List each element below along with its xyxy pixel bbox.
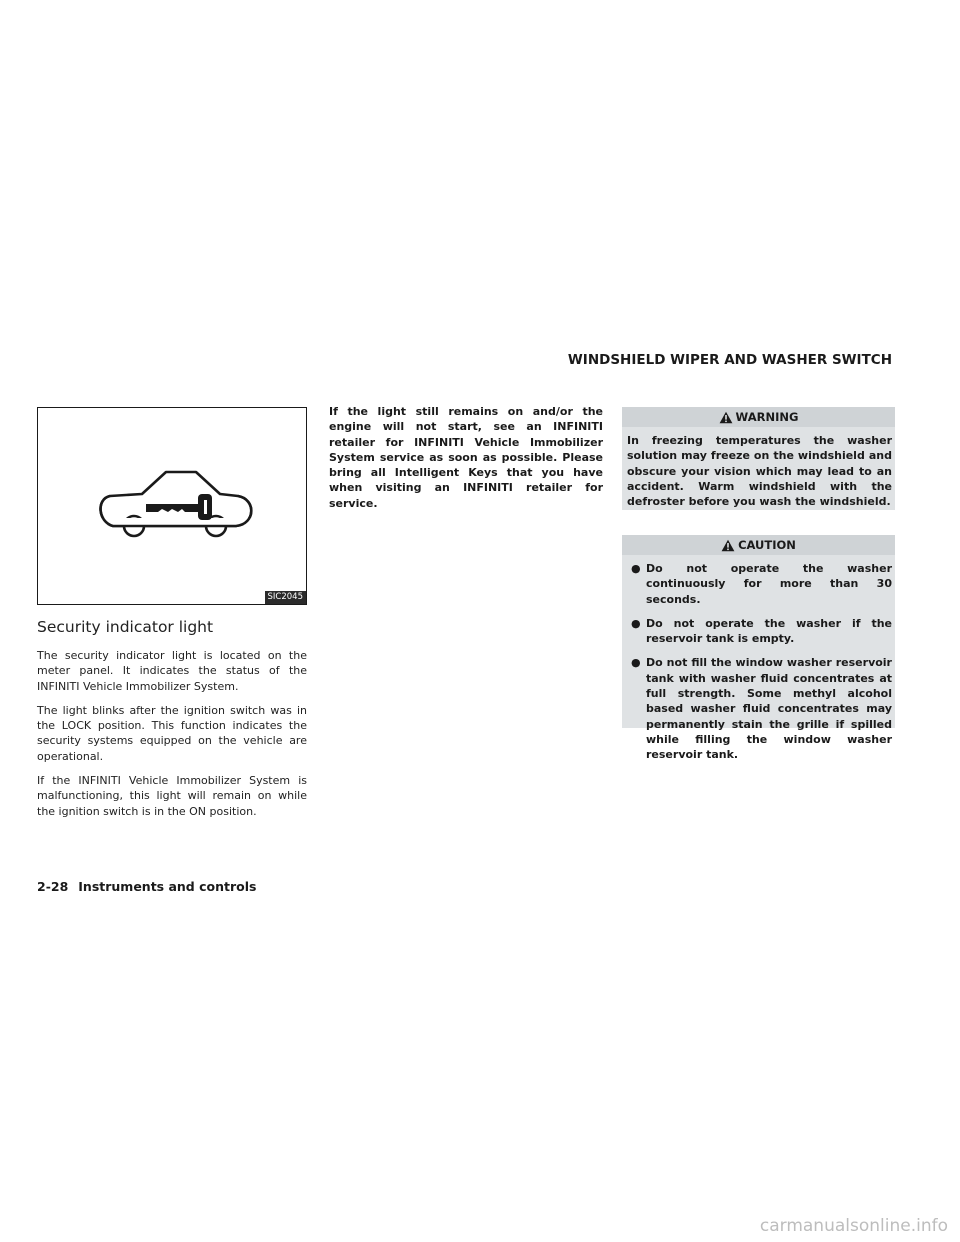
paragraph: If the light still remains on and/or the engine will not start, see an INFINITI retailer for INFINITI Vehicle Immobilizer System service as soon as possible. Please bring all Intelligent Keys that you have when visiting an INFINITI retailer for service. xyxy=(329,405,603,510)
chapter-title: Instruments and controls xyxy=(78,879,257,894)
list-item xyxy=(627,655,892,762)
warning-box xyxy=(622,407,895,510)
security-indicator-section xyxy=(37,618,307,828)
paragraph: If the INFINITI Vehicle Immobilizer System is malfunctioning, this light will remain on while the ignition switch is in the ON position. xyxy=(37,774,307,818)
security-indicator-figure xyxy=(37,407,307,605)
figure-code: SIC2045 xyxy=(265,591,306,604)
warning-triangle-icon xyxy=(719,411,733,424)
warning-text: In freezing temperatures the washer solution may freeze on the windshield and obscure your vision which may lead to an accident. Warm windshield with the defroster before you wash the windshield. xyxy=(627,434,892,509)
list-item-text: Do not fill the window washer reservoir tank with washer fluid concentrates at full strength. Some methyl alcohol based washer fluid concentrates may permanently stain the grille if spilled while filling the window washer reservoir tank. xyxy=(646,656,892,762)
watermark: carmanualsonline.info xyxy=(759,1216,948,1236)
warning-header xyxy=(622,407,895,427)
list-item-text: Do not operate the washer continuously for more than 30 seconds. xyxy=(646,562,892,606)
paragraph: The light blinks after the ignition switch was in the LOCK position. This function indicates the security systems equipped on the vehicle are operational. xyxy=(37,703,307,763)
caution-list xyxy=(627,561,892,763)
subsection-title: Security indicator light xyxy=(37,618,214,636)
bullet-icon: ● xyxy=(631,616,641,630)
caution-header xyxy=(622,535,895,555)
warning-triangle-icon xyxy=(721,539,735,552)
bullet-icon: ● xyxy=(631,562,641,575)
list-item-text: Do not operate the washer if the reservoir tank is empty. xyxy=(646,616,892,646)
service-note xyxy=(329,404,603,511)
warning-title: WARNING xyxy=(735,410,799,424)
section-title: WINDSHIELD WIPER AND WASHER SWITCH xyxy=(567,352,892,368)
list-item xyxy=(627,561,892,607)
paragraph: The security indicator light is located on the meter panel. It indicates the status of the INFINITI Vehicle Immobilizer System. xyxy=(37,649,307,693)
car-key-icon xyxy=(38,408,308,606)
list-item xyxy=(627,616,892,647)
caution-title: CAUTION xyxy=(738,538,796,552)
page-number: 2-28 xyxy=(37,879,69,894)
caution-box xyxy=(622,535,895,762)
page-footer xyxy=(37,879,256,894)
bullet-icon: ● xyxy=(631,656,641,670)
